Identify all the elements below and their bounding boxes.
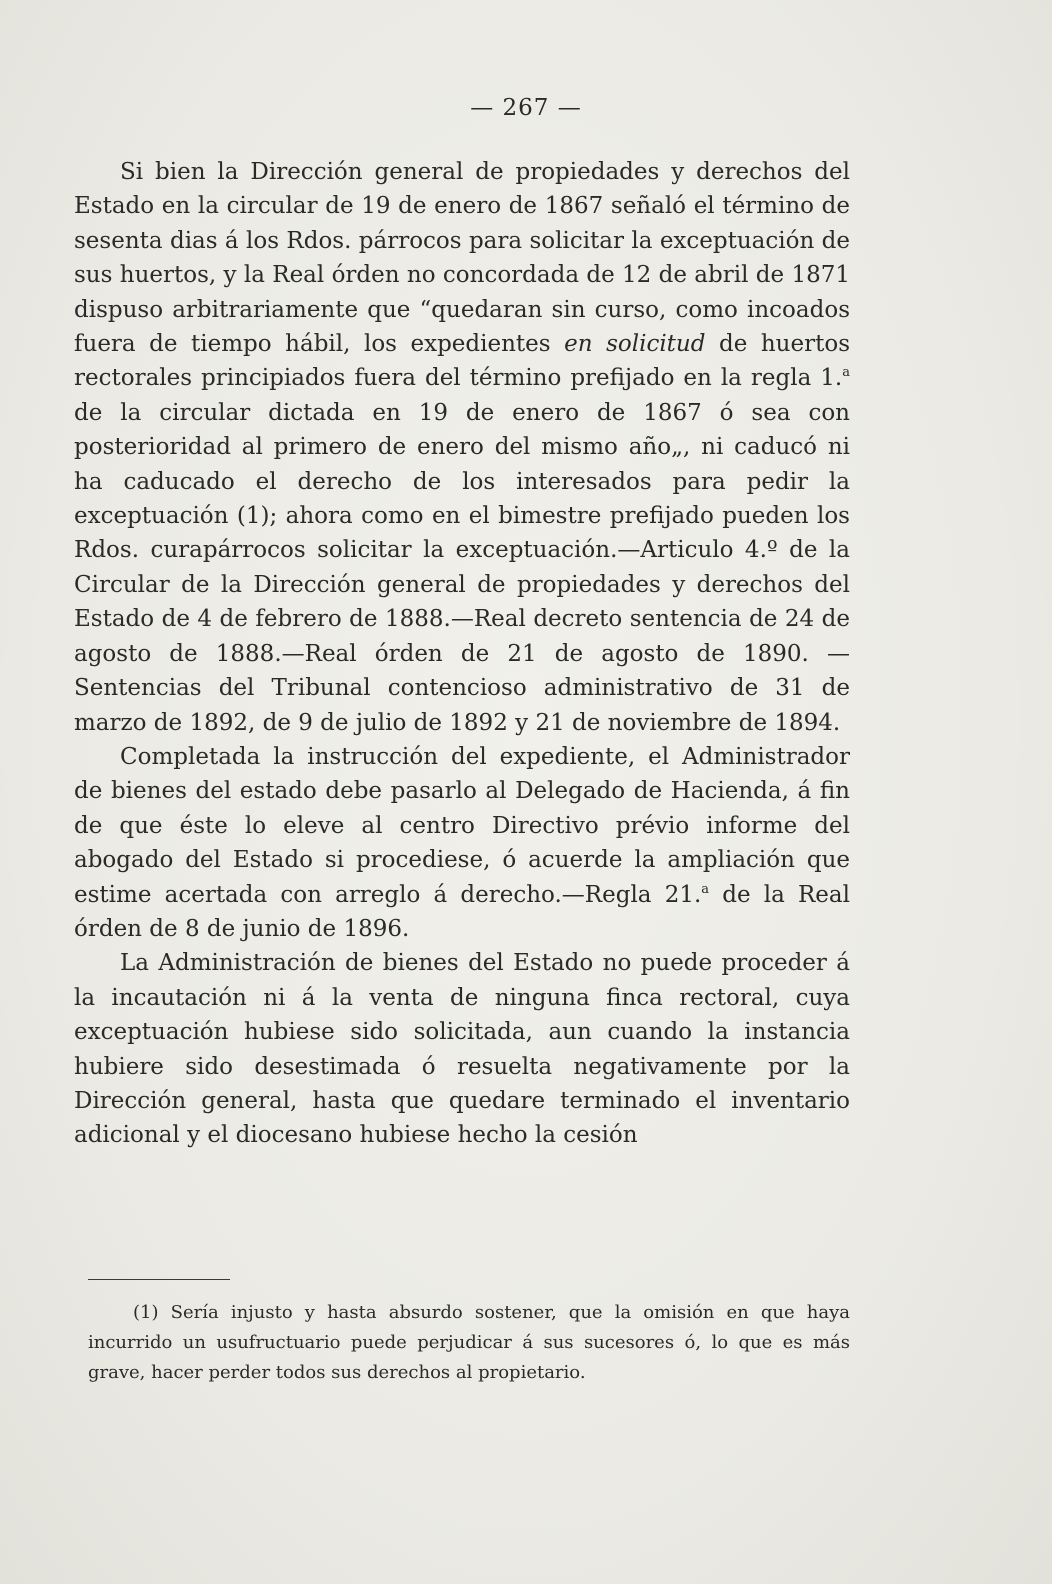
paragraph-1-text-b: de huertos rectorales principiados fuera del término prefijado en la regla 1. — [74, 331, 850, 392]
paragraph-1-text-c: de la circular dictada en 19 de enero de 1867 ó sea con posterioridad al primero de enero del mismo año„, ni caducó ni ha caducado el derecho de los interesados para pedir la exceptuación (1); ahora como en el bimestre prefijado pueden los Rdos. curapárrocos solicitar la exceptuación.—Articulo 4.º de la Circular de la Dirección general de propiedades y derechos del Estado de 4 de febrero de 1888.—Real decreto sentencia de 24 de agosto de 1888.—Real órden de 21 de agosto de 1890. —Sentencias del Tribunal contencioso administrativo de 31 de marzo de 1892, de 9 de julio de 1892 y 21 de noviembre de 1894. — [74, 399, 850, 736]
paragraph-2-text-a: Completada la instrucción del expediente, el Administrador de bienes del estado debe pasarlo al Delegado de Hacienda, á fin de que éste lo eleve al centro Directivo prévio informe del abogado del Estado si procediese, ó acuerde la ampliación que estime acertada con arreglo á derecho.—Regla 21. — [74, 743, 850, 908]
body-text — [74, 155, 850, 1153]
footnote-divider — [88, 1279, 230, 1280]
paragraph-1-text-a: Si bien la Dirección general de propiedades y derechos del Estado en la circular de 19 de enero de 1867 señaló el término de sesenta dias á los Rdos. párrocos para solicitar la exceptuación de sus huertos, y la Real órden no concordada de 12 de abril de 1871 dispuso arbitrariamente que “quedaran sin curso, como incoados fuera de tiempo hábil, los expedientes — [74, 159, 850, 358]
paragraph-1 — [74, 155, 850, 740]
ordinal-superscript: a — [701, 881, 710, 897]
ordinal-superscript: a — [842, 365, 850, 381]
page-number: — 267 — — [470, 95, 582, 121]
paragraph-2-text-b: de la Real órden de 8 de junio de 1896. — [74, 881, 850, 942]
paragraph-3: La Administración de bienes del Estado no puede proceder á la incautación ni á la venta de ninguna finca rectoral, cuya exceptuación hubiese sido solicitada, aun cuando la instancia hubiere sido desestimada ó resuelta negativamente por la Dirección general, hasta que quedare terminado el inventario adicional y el diocesano hubiese hecho la cesión — [74, 950, 850, 1149]
paragraph-1-italic: en solicitud — [564, 331, 706, 358]
footnote: (1) Sería injusto y hasta absurdo sostener, que la omisión en que haya incurrido un usufructuario puede perjudicar á sus sucesores ó, lo que es más grave, hacer perder todos sus derechos al propietario. — [88, 1302, 850, 1383]
paragraph-2 — [74, 740, 850, 946]
